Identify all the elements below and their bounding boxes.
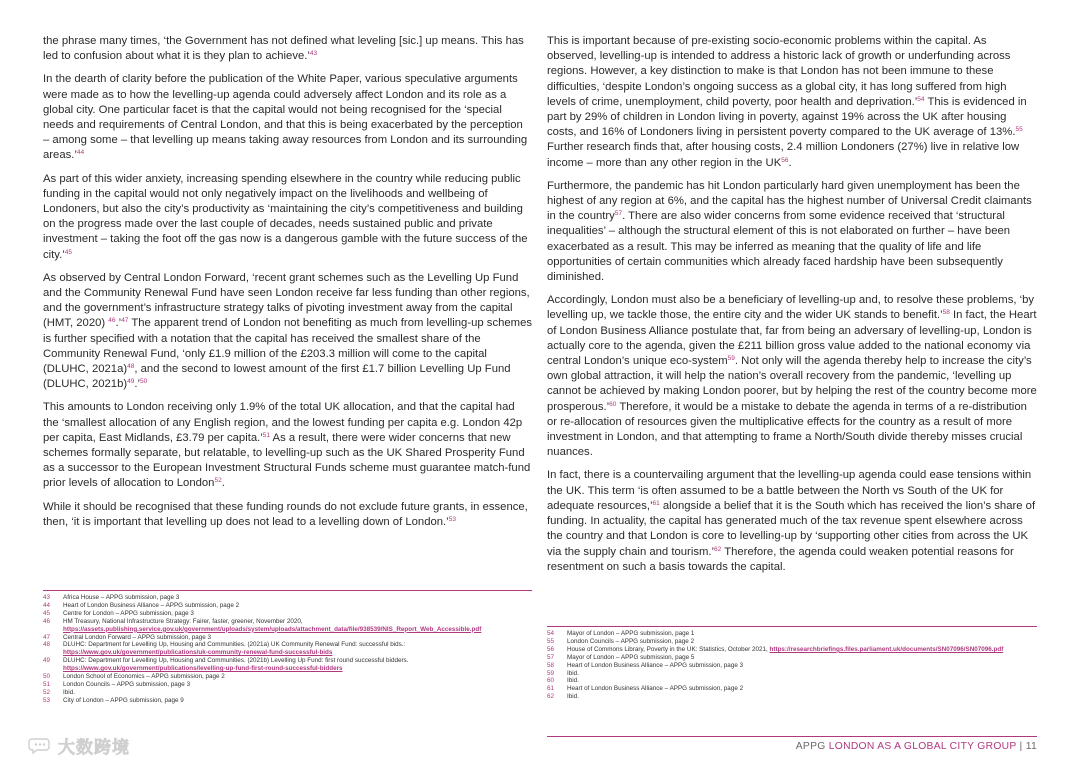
footnote-body	[567, 630, 1037, 638]
footnote	[43, 610, 532, 618]
footnote	[43, 689, 532, 697]
paragraph-text: .’	[134, 378, 141, 391]
footnote-ref[interactable]: 60	[609, 400, 617, 408]
paragraph-text: This is evidenced in part by 29% of children in London living in poverty, against 19% across the UK after housing costs, and 16% of Londoners living in persistent poverty compared to the UK average of 13%.	[547, 95, 1027, 139]
right-column	[547, 34, 1037, 583]
paragraph	[43, 400, 532, 491]
footnote-ref[interactable]: 48	[127, 363, 135, 371]
footnote-number: 56	[547, 645, 555, 653]
footnote-text: Ibid.	[567, 677, 579, 685]
footnote	[43, 673, 532, 681]
footnote	[43, 602, 532, 610]
footnote-body	[63, 657, 532, 673]
paragraph-text: .’	[115, 317, 122, 330]
footnote-text: Heart of London Business Alliance – APPG submission, page 2	[567, 685, 744, 693]
footnote-body	[63, 697, 532, 705]
footnote-body	[63, 673, 532, 681]
watermark-text: 大数跨境	[58, 737, 130, 757]
footer-separator: |	[1019, 741, 1023, 752]
footnote-text: Mayor of London – APPG submission, page 5	[567, 653, 695, 661]
footnote-number: 50	[43, 673, 51, 681]
footnote	[547, 685, 1037, 693]
footnote-text: Heart of London Business Alliance – APPG submission, page 3	[567, 661, 744, 669]
footnote-ref[interactable]: 57	[614, 210, 623, 218]
paragraph-text: As part of this wider anxiety, increasing spending elsewhere in the country while reducing public funding in the capital would not only negatively impact on the livelihoods and wellbeing of Londoners, but also the city’s productivity as ‘maintaining the city’s competitiveness and building on the progress made over the last couple of decades, needs sustained public and private investment – taking the foot off the gas now is a dangerous gamble with the future success of the city.’	[43, 172, 528, 261]
footnote-body	[567, 662, 1037, 670]
footnote-text: House of Commons Library, Poverty in the UK: Statistics, October 2021,	[567, 645, 770, 653]
footnote-link[interactable]: https://assets.publishing.service.gov.uk/government/uploads/system/uploads/attachment_data/file/938539/NIS_Report_Web_Accessible.pdf	[63, 625, 482, 633]
paragraph-text: In fact, there is a countervailing argument that the levelling-up agenda could ease tensions within the UK. This term ‘is often assumed to be a battle between the North vs South of the UK for adequate resources,’	[547, 469, 1032, 512]
footnote	[43, 697, 532, 705]
paragraph-text: the phrase many times, ‘the Government has not defined what leveling [sic.] up means. This has led to confusion about what it is they plan to achieve.’	[43, 35, 524, 63]
paragraph	[547, 468, 1037, 574]
footnote-body	[63, 594, 532, 602]
footnote-number: 53	[43, 696, 51, 704]
footnote-body	[567, 638, 1037, 646]
footnote-ref[interactable]: 61	[652, 499, 660, 507]
paragraph	[43, 172, 532, 263]
footnote-ref[interactable]: 55	[1015, 126, 1023, 134]
footnote	[43, 618, 532, 634]
paragraph-text: Further research finds that, after housing costs, 2.4 million Londoners (27%) live in relative low income – more than any other region in the UK	[547, 141, 1020, 169]
footer-divider	[547, 736, 1037, 737]
footnote-ref[interactable]: 46	[108, 317, 116, 325]
footnote-number: 43	[43, 594, 51, 601]
footnote	[43, 657, 532, 673]
paragraph	[43, 500, 532, 530]
paragraph	[547, 34, 1037, 171]
footnote-text: Ibid.	[63, 688, 75, 696]
watermark	[28, 734, 148, 756]
paragraph	[43, 72, 532, 163]
footnote-ref[interactable]: 56	[781, 156, 789, 164]
footnote-ref[interactable]: 45	[64, 248, 72, 256]
footnote-body	[63, 641, 532, 657]
footnote-ref[interactable]: 59	[727, 355, 735, 363]
footnote-body	[567, 654, 1037, 662]
footnote-text: Mayor of London – APPG submission, page 1	[567, 630, 695, 637]
paragraph-text: This is important because of pre-existing socio-economic problems within the capital. As observed, levelling-up is intended to address a historic lack of growth or underfunding across regions. However, a key distinction to make is that London has not been immune to these difficulties, ‘despite London’s ongoing success as a global city, it has long suffered from high levels of crime, unemployment, child poverty, poor health and deprivation.’	[547, 35, 1011, 108]
footnote-divider-right	[547, 626, 1037, 627]
footer-org: APPG	[795, 741, 826, 752]
paragraph	[547, 293, 1037, 460]
footnote-text: City of London – APPG submission, page 9	[63, 696, 184, 704]
paragraph-text: In the dearth of clarity before the publication of the White Paper, various speculative arguments were made as to how the levelling-up agenda could adversely affect London and its role as a global city. One particular facet is that the capital would not being recognised for the ‘special needs and requirements of Central London, and that this is being exacerbated by the perception – among some – that levelling up means taking away resources from London and its surrounding areas.’	[43, 73, 528, 162]
footnote-body	[567, 670, 1037, 678]
footnote-number: 60	[547, 677, 555, 685]
left-column	[43, 34, 532, 538]
footnote-body	[63, 689, 532, 697]
footnote-text: DLUHC: Department for Levelling Up, Housing and Communities. (2021a) UK Community Renewal Fund: successful bids.:	[63, 641, 406, 649]
footnote-number: 61	[547, 685, 555, 693]
footnote-divider-left	[43, 590, 532, 591]
paragraph-text: . There are also wider concerns from some evidence received that ‘structural inequalities’ – although the structural element of this is not elaborated on further – have been exacerbated as a result. This may be inferred as meaning that the quality of life and life opportunities of certain communities which already faced hardship have been subsequently diminished.	[547, 210, 1011, 284]
footnote-body	[63, 634, 532, 642]
footnote	[43, 641, 532, 657]
footnote-text: London Councils – APPG submission, page 2	[567, 637, 695, 645]
footnote-ref[interactable]: 50	[140, 378, 148, 386]
footnote	[547, 662, 1037, 670]
paragraph-text: .	[788, 156, 792, 169]
footnote-number: 62	[547, 693, 555, 701]
footnote-ref[interactable]: 53	[448, 515, 456, 523]
footnote-number: 52	[43, 688, 51, 696]
footnote-ref[interactable]: 54	[917, 95, 925, 103]
footnote	[547, 630, 1037, 638]
page-footer	[796, 741, 1037, 752]
footnote-text: Heart of London Business Alliance – APPG submission, page 2	[63, 601, 240, 609]
footnote-text: Central London Forward – APPG submission, page 3	[63, 633, 212, 641]
paragraph-text: This amounts to London receiving only 1.9% of the total UK allocation, and that the capital had the ‘smallest allocation of any English region, and the lowest funding per capita e.g. London 42p per capita, East Midlands, £3.79 per capita.’	[43, 401, 523, 444]
paragraph-text: Therefore, the agenda could weaken potential reasons for resentment on such a basis towards the capital.	[547, 545, 1014, 573]
paragraph-text: . Not only will the agenda thereby help to increase the city’s own global attraction, it will help the nation’s overall recovery from the pandemic, ‘levelling up cannot be achieved by making London poorer, but by helping the rest of the country become more prosperous.’	[547, 355, 1037, 413]
footnote	[547, 677, 1037, 685]
footnote-text: Ibid.	[567, 693, 579, 701]
footnote	[43, 681, 532, 689]
footnote-number: 55	[547, 637, 555, 645]
footnote-ref[interactable]: 47	[121, 317, 129, 325]
paragraph-text: While it should be recognised that these funding rounds do not exclude future grants, in essence, then, ‘it is important that levelling up does not lead to a levelling down of London.’	[43, 500, 528, 528]
paragraph-text: In fact, the Heart of London Business Alliance postulate that, far from being an adversary of levelling-up, London is actually core to the agenda, given the £211 billion gross value added to the national economy via central London’s unique eco-system	[547, 309, 1037, 368]
footnote-text: DLUHC: Department for Levelling Up, Housing and Communities. (2021b) Levelling Up Fund: first round successful bidders.	[63, 657, 409, 665]
footnote-text: Centre for London – APPG submission, page 3	[63, 609, 194, 617]
footnote-number: 49	[43, 657, 51, 665]
paragraph-text: Accordingly, London must also be a beneficiary of levelling-up and, to resolve these problems, ‘by levelling up, we tackle those, the entire city and the wider UK stands to benefit.’	[547, 294, 1035, 322]
footnote-number: 54	[547, 630, 555, 637]
footnote-link[interactable]: https://researchbriefings.files.parliament.uk/documents/SN07096/SN07096.pdf	[769, 645, 1004, 653]
paragraph-text: As observed by Central London Forward, ‘recent grant schemes such as the Levelling Up Fund and the Community Renewal Fund have seen London receive far less funding than other regions, and the government’s infrastructure strategy talks of pivoting investment away from the capital (HMT, 2020)	[43, 271, 530, 330]
footnote	[547, 670, 1037, 678]
footnote-text: London Councils – APPG submission, page 3	[63, 680, 191, 688]
paragraph-text: Therefore, it would be a mistake to debate the agenda in terms of a re-distribution or re-allocation of resources given the multiplicative effects for the country as a result of more investment in London, and that attempting to frame a North/South divide thereby misses crucial nuances.	[547, 400, 1027, 459]
footnote-body	[567, 646, 1037, 654]
footnote-body	[567, 685, 1037, 693]
footnote	[43, 594, 532, 602]
footnote-body	[63, 618, 532, 634]
paragraph	[547, 179, 1037, 285]
paragraph-text: The apparent trend of London not benefiting as much from levelling-up schemes is further specified with a notation that the capital has received the smallest share of the Community Renewal Fund, ‘only £1.9 million of the £203.3 million will come to the capital (DLUHC, 2021a)	[43, 317, 533, 376]
footnote-ref[interactable]: 52	[214, 477, 222, 485]
footnote-number: 48	[43, 641, 51, 649]
chat-bubble-icon	[28, 736, 54, 754]
footnote-ref[interactable]: 44	[76, 149, 85, 157]
footnote-text: London School of Economics – APPG submission, page 2	[63, 673, 225, 681]
footnote-ref[interactable]: 49	[127, 378, 135, 386]
footnote-number: 59	[547, 669, 555, 677]
footnote-body	[63, 610, 532, 618]
footnote	[547, 654, 1037, 662]
footnote-number: 44	[43, 601, 51, 609]
footnote-number: 57	[547, 653, 555, 661]
paragraph-text: alongside a belief that it is the South which has received the lion’s share of funding. In actuality, the capital has generated much of the tax revenue spent elsewhere across the country and that London is core to levelling-up by ‘supporting other cities from across the UK via the supply chain and tourism.’	[547, 499, 1036, 558]
footnote-number: 46	[43, 617, 51, 625]
paragraph-text: , and the second to lowest amount of the first £1.7 billion Levelling Up Fund (DLUHC, 2021b)	[43, 363, 511, 391]
footnote	[43, 634, 532, 642]
footnote-body	[63, 602, 532, 610]
footnote-ref[interactable]: 51	[262, 431, 271, 439]
footnote-body	[63, 681, 532, 689]
paragraph-text: .	[221, 477, 225, 490]
footnote-body	[567, 677, 1037, 685]
paragraph	[43, 34, 532, 64]
footnote-ref[interactable]: 58	[942, 309, 950, 317]
paragraph-text: Furthermore, the pandemic has hit London particularly hard given unemployment has been the highest of any region at 6%, and the capital has the highest number of Universal Credit claimants in the country	[547, 179, 1032, 223]
footer-title: LONDON AS A GLOBAL CITY GROUP	[828, 741, 1017, 752]
footnote-link[interactable]: https://www.gov.uk/government/publications/uk-community-renewal-fund-successful-bids	[63, 649, 333, 657]
footnote-number: 51	[43, 680, 51, 688]
footnote-text: HM Treasury, National Infrastructure Strategy: Fairer, faster, greener, November 2020,	[63, 617, 303, 625]
footnote	[547, 693, 1037, 701]
paragraph	[43, 271, 532, 393]
footnotes-right	[547, 630, 1037, 701]
footnote-number: 45	[43, 609, 51, 617]
footnote-body	[567, 693, 1037, 701]
footnotes-left	[43, 594, 532, 705]
footnote	[547, 646, 1037, 654]
footnote-ref[interactable]: 62	[714, 545, 722, 553]
footnote-text: Ibid.	[567, 669, 579, 677]
footnote-link[interactable]: https://www.gov.uk/government/publications/levelling-up-fund-first-round-successful-bidders	[63, 665, 343, 673]
paragraph-text: As a result, there were wider concerns that new schemes formally separate, but relatable, to levelling-up such as the UK Shared Prosperity Fund as a successor to the European Investment Structural Funds scheme must guarantee match-fund prior levels of allocation to London	[43, 431, 531, 490]
footnote	[547, 638, 1037, 646]
footnote-number: 47	[43, 633, 51, 641]
footnote-text: Africa House – APPG submission, page 3	[63, 594, 180, 601]
page-number: 11	[1025, 741, 1037, 752]
footnote-number: 58	[547, 661, 555, 669]
footnote-ref[interactable]: 43	[309, 50, 318, 58]
